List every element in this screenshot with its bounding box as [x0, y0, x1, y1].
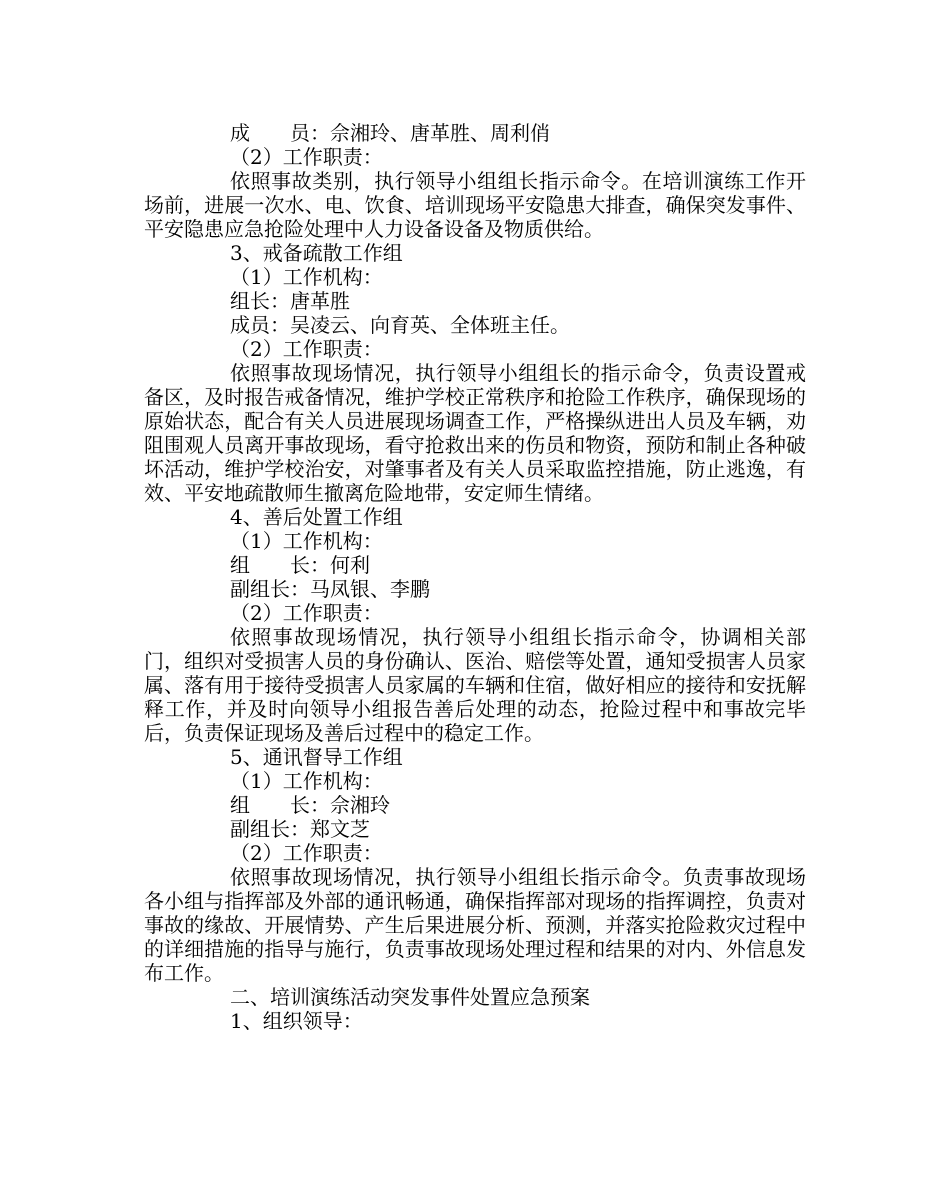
section-heading: 5、通讯督导工作组 — [230, 745, 403, 769]
section-subheading: （2）工作职责： — [230, 601, 383, 625]
deputy-leader-line: 副组长：马凤银、李鹏 — [230, 577, 430, 601]
section-subheading: （1）工作机构： — [230, 265, 383, 289]
body-paragraph: 依照事故现场情况，执行领导小组组长的指示命令，负责设置戒备区，及时报告戒备情况，维护学校正常秩序和抢险工作秩序，确保现场的原始状态，配合有关人员进展现场调查工作，严格操纵进出人员及车辆，劝阻围观人员离开事故现场，看守抢救出来的伤员和物资，预防和制止各种破坏活动，维护学校治安，对肇事者及有关人员采取监控措施，防止逃逸，有效、平安地疏散师生撤离危险地带，安定师生情绪。 — [144, 361, 806, 505]
document-body — [144, 121, 806, 1033]
section-subheading: （2）工作职责： — [230, 145, 383, 169]
body-paragraph: 依照事故现场情况，执行领导小组组长指示命令。负责事故现场各小组与指挥部及外部的通讯畅通，确保指挥部对现场的指挥调控，负责对事故的缘故、开展情势、产生后果进展分析、预测，并落实抢险救灾过程中的详细措施的指导与施行，负责事故现场处理过程和结果的对内、外信息发布工作。 — [144, 865, 806, 985]
body-paragraph: 依照事故现场情况，执行领导小组组长指示命令，协调相关部门，组织对受损害人员的身份确认、医治、赔偿等处置，通知受损害人员家属、落有用于接待受损害人员家属的车辆和住宿，做好相应的接待和安抚解释工作，并及时向领导小组报告善后处理的动态，抢险过程中和事故完毕后，负责保证现场及善后过程中的稳定工作。 — [144, 625, 806, 745]
member-list-line: 成 员：佘湘玲、唐革胜、周利俏 — [230, 121, 550, 145]
section-heading: 3、戒备疏散工作组 — [230, 241, 403, 265]
section-subheading: （1）工作机构： — [230, 769, 383, 793]
section-subheading: （2）工作职责： — [230, 337, 383, 361]
chapter-heading: 二、培训演练活动突发事件处置应急预案 — [230, 985, 590, 1009]
deputy-leader-line: 副组长：郑文芝 — [230, 817, 370, 841]
leader-line: 组长：唐革胜 — [230, 289, 350, 313]
member-list-line: 成员：吴凌云、向育英、全体班主任。 — [230, 313, 570, 337]
section-subheading: （2）工作职责： — [230, 841, 383, 865]
section-subheading: （1）工作机构： — [230, 529, 383, 553]
section-heading: 1、组织领导： — [230, 1009, 363, 1033]
body-paragraph: 依照事故类别，执行领导小组组长指示命令。在培训演练工作开场前，进展一次水、电、饮食、培训现场平安隐患大排查，确保突发事件、平安隐患应急抢险处理中人力设备设备及物质供给。 — [144, 169, 806, 241]
leader-line: 组 长：何利 — [230, 553, 370, 577]
section-heading: 4、善后处置工作组 — [230, 505, 403, 529]
leader-line: 组 长：佘湘玲 — [230, 793, 390, 817]
